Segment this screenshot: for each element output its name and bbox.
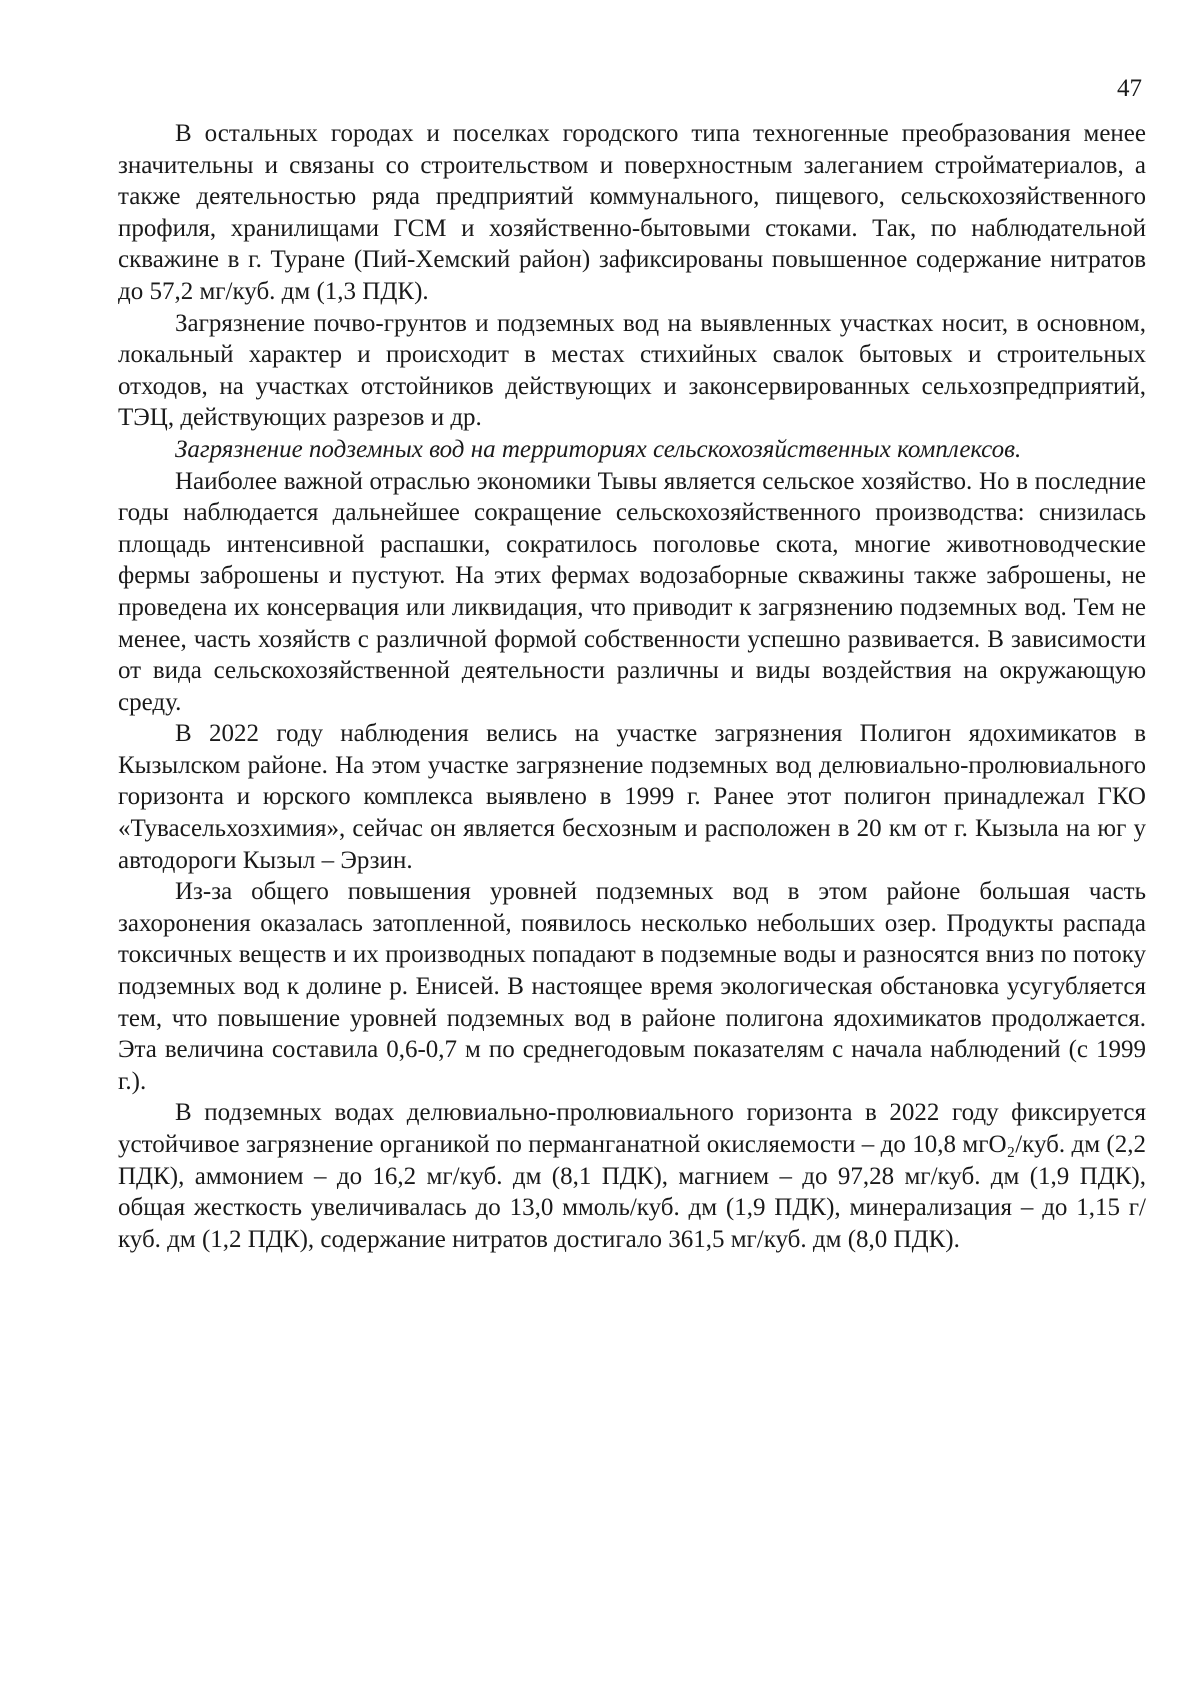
section-subheading: Загрязнение подземных вод на территориях сельскохозяйственных комплексов. (175, 435, 1022, 463)
text-body (118, 118, 1146, 1255)
paragraph-2022-observations: В 2022 году наблюдения велись на участке загрязнения Полигон ядохимикатов в Кызылском районе. На этом участке загрязнение подземных вод делювиально-пролювиального горизонта и юрского комплекса выявлено в 1999 г. Ранее этот полигон принадлежал ГКО «Тувасельхозхимия», сейчас он является бесхозным и расположен в 20 км от г. Кызыла на юг у автодороги Кызыл – Эрзин. (118, 720, 1146, 874)
paragraph-urban-impact: В остальных городах и поселках городского типа техногенные преобразования менее значительны и связаны со строительством и поверхностным залеганием стройматериалов, а также деятельностью ряда предприятий коммунального, пищевого, сельскохозяйственного профиля, хранилищами ГСМ и хозяйственно-бытовыми стоками. Так, по наблюдательной скважине в г. Туране (Пий-Хемский район) зафиксированы повышенное содержание нитратов до 57,2 мг/куб. дм (1,3 ПДК). (118, 120, 1146, 305)
page-number: 47 (1117, 75, 1142, 102)
paragraph-groundwater-rise: Из-за общего повышения уровней подземных вод в этом районе большая часть захоронения оказалась затопленной, появилось несколько небольших озер. Продукты распада токсичных веществ и их производных попадают в подземные воды и разносятся вниз по потоку подземных вод к долине р. Енисей. В настоящее время экологическая обстановка усугубляется тем, что повышение уровней подземных вод в районе полигона ядохимикатов продолжается. Эта величина составила 0,6-0,7 м по среднегодовым показателям с начала наблюдений (с 1999 г.). (118, 878, 1146, 1095)
paragraph-contaminants: В подземных водах делювиально-пролювиального горизонта в 2022 году фиксируется устойчивое загрязнение органикой по перманганатной окисляемости – до 10,8 мгО₂/куб. дм (2,2 ПДК), аммонием – до 16,2 мг/куб. дм (8,1 ПДК), магнием – до 97,28 мг/куб. дм (1,9 ПДК), общая жесткость увеличивалась до 13,0 ммоль/куб. дм (1,9 ПДК), минерализация – до 1,15 г/куб. дм (1,2 ПДК), содержание нитратов достигало 361,5 мг/куб. дм (8,0 ПДК). (118, 1099, 1146, 1253)
paragraph-agriculture: Наиболее важной отраслью экономики Тывы является сельское хозяйство. Но в последние годы наблюдается дальнейшее сокращение сельскохозяйственного производства: снизилась площадь интенсивной распашки, сократилось поголовье скота, многие животноводческие фермы заброшены и пустуют. На этих фермах водозаборные скважины также заброшены, не проведена их консервация или ликвидация, что приводит к загрязнению подземных вод. Тем не менее, часть хозяйств с различной формой собственности успешно развивается. В зависимости от вида сельскохозяйственной деятельности различны и виды воздействия на окружающую среду. (118, 467, 1146, 716)
paragraph-pollution-character: Загрязнение почво-грунтов и подземных вод на выявленных участках носит, в основном, локальный характер и происходит в местах стихийных свалок бытовых и строительных отходов, на участках отстойников действующих и законсервированных сельхозпредприятий, ТЭЦ, действующих разрезов и др. (118, 309, 1146, 432)
